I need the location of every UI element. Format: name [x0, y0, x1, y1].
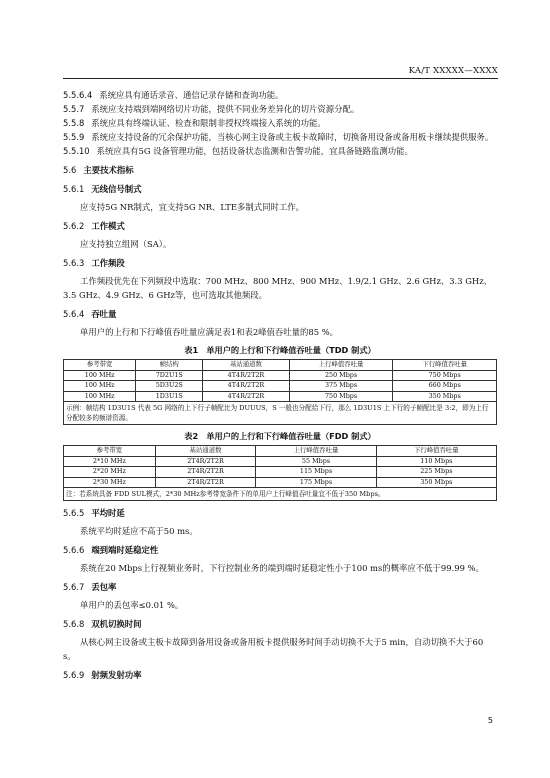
table-cell: 100 MHz	[64, 370, 136, 381]
table-cell: 5D3U2S	[136, 381, 203, 392]
clause-text: 应支持5G NR制式，宜支持5G NR、LTE多制式同时工作。	[80, 202, 304, 212]
clause-5-5-8: 5.5.8 系统应具有终端认证、检查和限制非授权终端接入系统的功能。	[63, 118, 326, 128]
clause-text: 应支持独立组网（SA）。	[80, 239, 172, 249]
clause-heading: 5.6.7 丢包率	[63, 582, 117, 592]
table-header-row	[64, 360, 497, 371]
table-cell: 2T4R/2T2R	[155, 467, 256, 478]
table-cell: 350 Mbps	[393, 391, 497, 402]
column-header: 参考带宽	[64, 446, 156, 457]
column-header: 帧结构	[136, 360, 203, 371]
table2-note: 注：若系统具备 FDD SUL模式，2*30 MHz参考带宽条件下的单用户上行峰值吞吐量宜不低于350 Mbps。	[63, 488, 497, 501]
clause-text: 单用户的上行和下行峰值吞吐量应满足表1和表2峰值吞吐量的85 %。	[80, 327, 339, 337]
column-header: 下行峰值吞吐量	[376, 446, 496, 457]
table1-note: 示例：帧结构 1D3U1S 代表 5G 网络的上下行子帧配比为 DUUUS，S 一般也分配给下行，那么 1D3U1S 上下行的子帧配比是 3:2，即为上行分配较多的频谱资源。	[63, 402, 497, 425]
table1-caption: 表1 单用户的上行和下行峰值吞吐量（TDD 制式）	[184, 345, 376, 355]
table-cell: 2*20 MHz	[64, 467, 156, 478]
column-header: 上行峰值吞吐量	[256, 446, 376, 457]
clause-heading: 5.6.5 平均时延	[63, 508, 125, 518]
clause-text: 系统在20 Mbps上行视频业务时，下行控制业务的端到端时延稳定性小于100 ms的概率应不低于99.99 %。	[80, 563, 484, 573]
table-cell: 2*10 MHz	[64, 456, 156, 467]
clause-heading: 5.6.9 射频发射功率	[63, 670, 142, 680]
table-cell: 4T4R/2T2R	[203, 370, 290, 381]
clause-text: 单用户的丢包率≤0.01 %。	[80, 600, 184, 610]
clause-5-5-7: 5.5.7 系统应支持端到端网络切片功能，提供不同业务差异化的切片资源分配。	[63, 104, 360, 114]
table-cell: 55 Mbps	[256, 456, 376, 467]
clause-5-5-6-4: 5.5.6.4 系统应具有通话录音、通信记录存储和查询功能。	[63, 90, 284, 100]
table-cell: 250 Mbps	[289, 370, 393, 381]
clause-heading: 5.6.2 工作模式	[63, 221, 125, 231]
column-header: 参考带宽	[64, 360, 136, 371]
clause-text: 工作频段优先在下列频段中选取：700 MHz、800 MHz、900 MHz、1.9/2.1 GHz、2.6 GHz、3.3 GHz、3.5 GHz、4.9 GHz、6 GHz等，也可选取其他频段。	[63, 276, 492, 300]
table-cell: 1D3U1S	[136, 391, 203, 402]
table-cell: 225 Mbps	[376, 467, 496, 478]
table-row	[64, 391, 497, 402]
table1	[63, 359, 497, 402]
table-cell: 375 Mbps	[289, 381, 393, 392]
clause-text: 从核心网主设备或主板卡故障到备用设备或备用板卡提供服务时间手动切换不大于5 min，自动切换不大于60 s。	[63, 637, 484, 661]
table-cell: 100 MHz	[64, 381, 136, 392]
table2-caption: 表2 单用户的上行和下行峰值吞吐量（FDD 制式）	[184, 431, 376, 441]
page-number: 5	[487, 716, 493, 725]
standard-code: KA/T XXXXX—XXXX	[408, 66, 498, 76]
clause-heading: 5.6.8 双机切换时间	[63, 619, 142, 629]
page-content	[63, 88, 497, 682]
column-header: 上行峰值吞吐量	[289, 360, 393, 371]
column-header: 基站通道数	[155, 446, 256, 457]
table-cell: 350 Mbps	[376, 477, 496, 488]
column-header: 基站通道数	[203, 360, 290, 371]
table-row	[64, 381, 497, 392]
table-cell: 2T4R/2T2R	[155, 477, 256, 488]
table-row	[64, 467, 497, 478]
table-row	[64, 456, 497, 467]
table-row	[64, 477, 497, 488]
table-cell: 4T4R/2T2R	[203, 381, 290, 392]
column-header: 下行峰值吞吐量	[393, 360, 497, 371]
clause-heading: 5.6.4 吞吐量	[63, 309, 117, 319]
table-cell: 750 Mbps	[393, 370, 497, 381]
table-cell: 175 Mbps	[256, 477, 376, 488]
table-cell: 660 Mbps	[393, 381, 497, 392]
table-cell: 4T4R/2T2R	[203, 391, 290, 402]
section-heading: 5.6 主要技术指标	[63, 165, 134, 175]
clause-text: 系统平均时延应不高于50 ms。	[80, 526, 198, 536]
clause-heading: 5.6.3 工作频段	[63, 258, 125, 268]
table-cell: 750 Mbps	[289, 391, 393, 402]
table-cell: 110 Mbps	[376, 456, 496, 467]
clause-heading: 5.6.1 无线信号制式	[63, 184, 142, 194]
clause-5-5-9: 5.5.9 系统应支持设备的冗余保护功能，当核心网主设备或主板卡故障时，切换备用设备或备用板卡继续提供服务。	[63, 132, 494, 142]
table-cell: 100 MHz	[64, 391, 136, 402]
clause-5-5-10: 5.5.10 系统应具有5G 设备管理功能，包括设备状态监测和告警功能，宜具备链路监测功能。	[63, 146, 413, 156]
table-cell: 2T4R/2T2R	[155, 456, 256, 467]
table-row	[64, 370, 497, 381]
table-header-row	[64, 446, 497, 457]
clause-heading: 5.6.6 端到端时延稳定性	[63, 545, 159, 555]
table-cell: 115 Mbps	[256, 467, 376, 478]
table-cell: 2*30 MHz	[64, 477, 156, 488]
header-rule	[63, 78, 498, 79]
table2	[63, 445, 497, 488]
table-cell: 7D2U1S	[136, 370, 203, 381]
